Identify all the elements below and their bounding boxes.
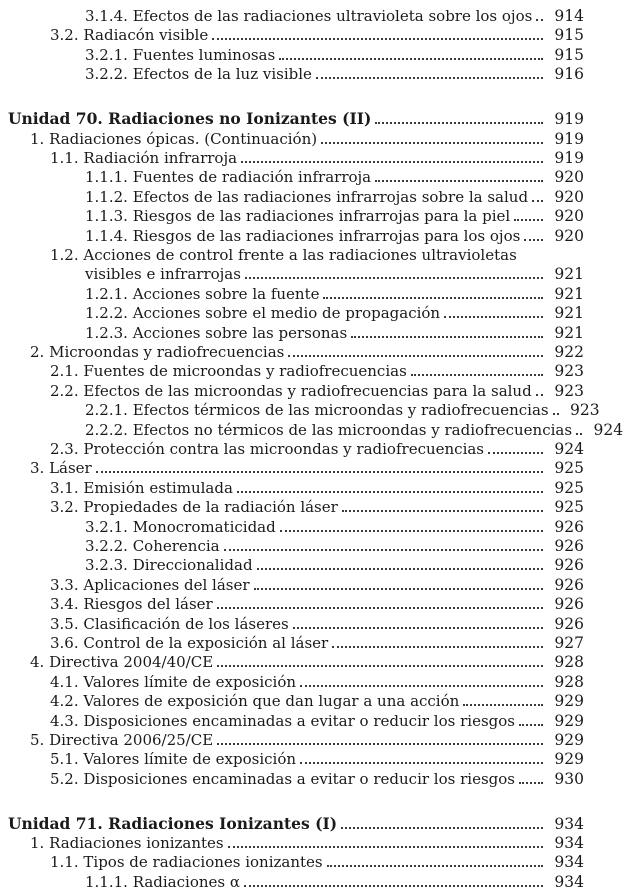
toc-entry [0, 419, 623, 439]
toc-entry-label: 3.6. Control de la exposición al láser [50, 633, 329, 652]
toc-page-number: 929 [554, 711, 584, 730]
toc-entry [0, 457, 600, 477]
toc-entry-label: Unidad 70. Radiaciones no Ionizantes (II) [8, 109, 372, 129]
toc-page-number: 914 [554, 7, 584, 25]
toc-entry-label: 1.1.4. Riesgos de las radiaciones infrarrojas para los ojos [85, 226, 521, 245]
toc-entry-label: 1.1.2. Efectos de las radiaciones infrarrojas sobre la salud [85, 187, 529, 206]
toc-entry-label: 4. Directiva 2004/40/CE [30, 653, 214, 672]
dot-leader [375, 180, 543, 182]
toc-entry [0, 225, 600, 245]
toc-page-number: 924 [593, 420, 623, 439]
toc-entry-label: 3.2.1. Monocromaticidad [85, 517, 276, 536]
toc-entry-label: 1.1.1. Radiaciones α [85, 872, 240, 891]
dot-leader [254, 588, 543, 590]
dot-leader [316, 77, 543, 79]
toc-entry-label: 2.2.2. Efectos no térmicos de las microondas y radiofrecuencias [85, 420, 573, 439]
toc-page-number: 929 [554, 692, 584, 711]
toc-entry-label: 1.2.1. Acciones sobre la fuente [85, 284, 320, 303]
dot-leader [351, 336, 543, 338]
toc-entry [0, 871, 600, 891]
toc-unit-heading [0, 108, 600, 128]
toc-page-number: 934 [554, 834, 584, 852]
toc-page-number: 920 [554, 226, 584, 245]
toc-entry-label: 1.1. Radiación infrarroja [50, 148, 238, 167]
toc-entry-label: 3.1. Emisión estimulada [50, 478, 233, 497]
toc-page-number: 915 [554, 26, 584, 45]
toc-entry-label: 3.2.1. Fuentes luminosas [85, 45, 276, 64]
toc-page-number: 921 [554, 323, 584, 342]
toc-entry [0, 477, 600, 497]
toc-entry-label: 3.2.2. Efectos de la luz visible [85, 65, 312, 84]
toc-entry-label: 3.2.3. Direccionalidad [85, 556, 253, 575]
toc-entry [0, 44, 600, 64]
dot-leader [519, 724, 543, 726]
dot-leader [576, 433, 582, 435]
toc-entry-label: 1.2.2. Acciones sobre el medio de propagación [85, 304, 441, 323]
toc-entry [0, 186, 600, 206]
toc-entry-label: 4.2. Valores de exposición que dan lugar a una acción [50, 692, 460, 711]
toc-page-number: 919 [554, 129, 584, 148]
toc-page-number: 926 [554, 614, 584, 633]
toc-page-number: 927 [554, 633, 584, 652]
toc-entry [0, 729, 600, 749]
toc-page-number: 920 [554, 168, 584, 187]
toc-entry [0, 380, 600, 400]
dot-leader [327, 865, 543, 867]
toc-entry [0, 832, 600, 852]
dot-leader [536, 19, 543, 21]
toc-entry [0, 613, 600, 633]
toc-page-number: 923 [554, 362, 584, 381]
toc-entry-label: 1.1.1. Fuentes de radiación infrarroja [85, 168, 372, 187]
dot-leader [217, 607, 543, 609]
toc-entry-label: 2.1. Fuentes de microondas y radiofrecuencias [50, 362, 407, 381]
dot-leader [342, 510, 543, 512]
toc-page-number: 926 [554, 556, 584, 575]
dot-leader [228, 846, 543, 848]
dot-leader [321, 142, 543, 144]
dot-leader [488, 452, 543, 454]
toc-entry [0, 768, 600, 788]
dot-leader [519, 782, 543, 784]
dot-leader [288, 355, 543, 357]
dot-leader [224, 549, 543, 551]
toc-entry [0, 63, 600, 83]
toc-entry [0, 438, 600, 458]
toc-page-number: 929 [554, 750, 584, 769]
toc-page-number: 934 [554, 814, 584, 833]
toc-entry-label: 5. Directiva 2006/25/CE [30, 730, 214, 749]
toc-entry [0, 632, 600, 652]
toc-entry [0, 5, 600, 25]
toc-page-number: 925 [554, 478, 584, 497]
toc-entry-label: 3.5. Clasificación de los láseres [50, 614, 289, 633]
toc-entry-label: 1.1. Tipos de radiaciones ionizantes [50, 853, 323, 872]
dot-leader [212, 38, 543, 40]
toc-entry [0, 690, 600, 710]
dot-leader [553, 413, 559, 415]
toc-entry [0, 24, 600, 44]
dot-leader [217, 743, 543, 745]
toc-page-number: 921 [554, 304, 584, 323]
dot-leader [444, 316, 543, 318]
dot-leader [332, 646, 543, 648]
dot-leader [300, 762, 543, 764]
dot-leader [341, 827, 543, 829]
toc-page-number: 921 [554, 265, 584, 284]
toc-entry-label: 3. Láser [30, 459, 92, 478]
toc-entry [0, 360, 600, 380]
toc-page-number: 916 [554, 65, 584, 84]
dot-leader [463, 704, 543, 706]
dot-leader [280, 530, 543, 532]
toc-entry [0, 341, 600, 361]
toc-entry-label: 3.2.2. Coherencia [85, 536, 220, 555]
toc-entry [0, 263, 600, 283]
toc-page-number: 925 [554, 498, 584, 517]
toc-entry [0, 535, 600, 555]
dot-leader [300, 685, 543, 687]
dot-leader [241, 161, 543, 163]
toc-entry [0, 205, 600, 225]
toc-page-number: 929 [554, 730, 584, 749]
toc-entry [0, 283, 600, 303]
dot-leader [244, 885, 543, 887]
toc-entry-label: 2. Microondas y radiofrecuencias [30, 342, 285, 361]
toc-entry-label: 3.3. Aplicaciones del láser [50, 575, 250, 594]
toc-entry [0, 147, 600, 167]
toc-entry [0, 244, 600, 264]
dot-leader [217, 665, 543, 667]
toc-entry-label: 5.1. Valores límite de exposición [50, 750, 297, 769]
toc-entry-label: 5.2. Disposiciones encaminadas a evitar o reducir los riesgos [50, 769, 515, 788]
toc-entry [0, 322, 600, 342]
dot-leader [536, 394, 543, 396]
toc-page-number: 928 [554, 672, 584, 691]
toc-page-number: 928 [554, 653, 584, 672]
toc-page-number: 926 [554, 517, 584, 536]
dot-leader [411, 374, 543, 376]
toc-page-number: 915 [554, 45, 584, 64]
toc-page-number: 920 [554, 187, 584, 206]
toc-entry-label: 3.2. Propiedades de la radiación láser [50, 498, 338, 517]
dot-leader [514, 219, 543, 221]
toc-page-number: 930 [554, 769, 584, 788]
toc-entry-label: 1. Radiaciones ópicas. (Continuación) [30, 129, 318, 148]
dot-leader [96, 471, 543, 473]
dot-leader [323, 297, 543, 299]
toc-entry-label: 2.2.1. Efectos térmicos de las microondas y radiofrecuencias [85, 401, 549, 420]
dot-leader [375, 122, 543, 124]
toc-entry [0, 554, 600, 574]
toc-page-number: 934 [554, 853, 584, 872]
dot-leader [245, 277, 543, 279]
toc-entry-label: 4.3. Disposiciones encaminadas a evitar o reducir los riesgos [50, 711, 515, 730]
toc-entry [0, 651, 600, 671]
toc-page-number: 924 [554, 439, 584, 458]
toc-page-number: 921 [554, 284, 584, 303]
toc-entry [0, 496, 600, 516]
toc-entry-label: 3.4. Riesgos del láser [50, 595, 213, 614]
toc-entry-label: 2.3. Protección contra las microondas y radiofrecuencias [50, 439, 485, 458]
toc-page-number: 926 [554, 575, 584, 594]
toc-page-number: 923 [554, 381, 584, 400]
toc-entry [0, 399, 600, 419]
toc-entry [0, 516, 600, 536]
toc-entry [0, 710, 600, 730]
dot-leader [279, 58, 543, 60]
toc-page-number: 925 [554, 459, 584, 478]
toc-page-number: 920 [554, 207, 584, 226]
toc-entry [0, 128, 600, 148]
toc-entry [0, 671, 600, 691]
dot-leader [293, 627, 543, 629]
toc-entry-label: 2.2. Efectos de las microondas y radiofrecuencias para la salud [50, 381, 532, 400]
toc-entry [0, 748, 600, 768]
toc-entry-label: 3.2. Radiacón visible [50, 26, 209, 45]
toc-page-number: 922 [554, 342, 584, 361]
dot-leader [532, 200, 543, 202]
toc-unit-heading [0, 813, 600, 833]
dot-leader [524, 239, 543, 241]
toc-entry-label: 1. Radiaciones ionizantes [30, 834, 224, 852]
toc-entry-label: 1.2. Acciones de control frente a las radiaciones ultravioletas [50, 245, 517, 264]
toc-entry-label: visibles e infrarrojas [85, 265, 241, 284]
dot-leader [257, 568, 543, 570]
toc-entry-label: Unidad 71. Radiaciones Ionizantes (I) [8, 813, 338, 833]
toc-page-number: 919 [554, 110, 584, 129]
toc-entry-label: 1.1.3. Riesgos de las radiaciones infrarrojas para la piel [85, 207, 511, 226]
toc-entry [0, 166, 600, 186]
toc-page-number: 926 [554, 536, 584, 555]
toc-entry [0, 851, 600, 871]
toc-page-number: 923 [570, 401, 600, 420]
toc-entry [0, 302, 600, 322]
toc-entry-label: 1.2.3. Acciones sobre las personas [85, 323, 348, 342]
dot-leader [237, 491, 543, 493]
toc-page-number: 919 [554, 148, 584, 167]
toc-page-number: 934 [554, 872, 584, 891]
toc-entry [0, 574, 600, 594]
toc-entry-label: 3.1.4. Efectos de las radiaciones ultravioleta sobre los ojos [85, 7, 533, 25]
toc-page-number: 926 [554, 595, 584, 614]
toc-entry-label: 4.1. Valores límite de exposición [50, 672, 297, 691]
toc-entry [0, 593, 600, 613]
